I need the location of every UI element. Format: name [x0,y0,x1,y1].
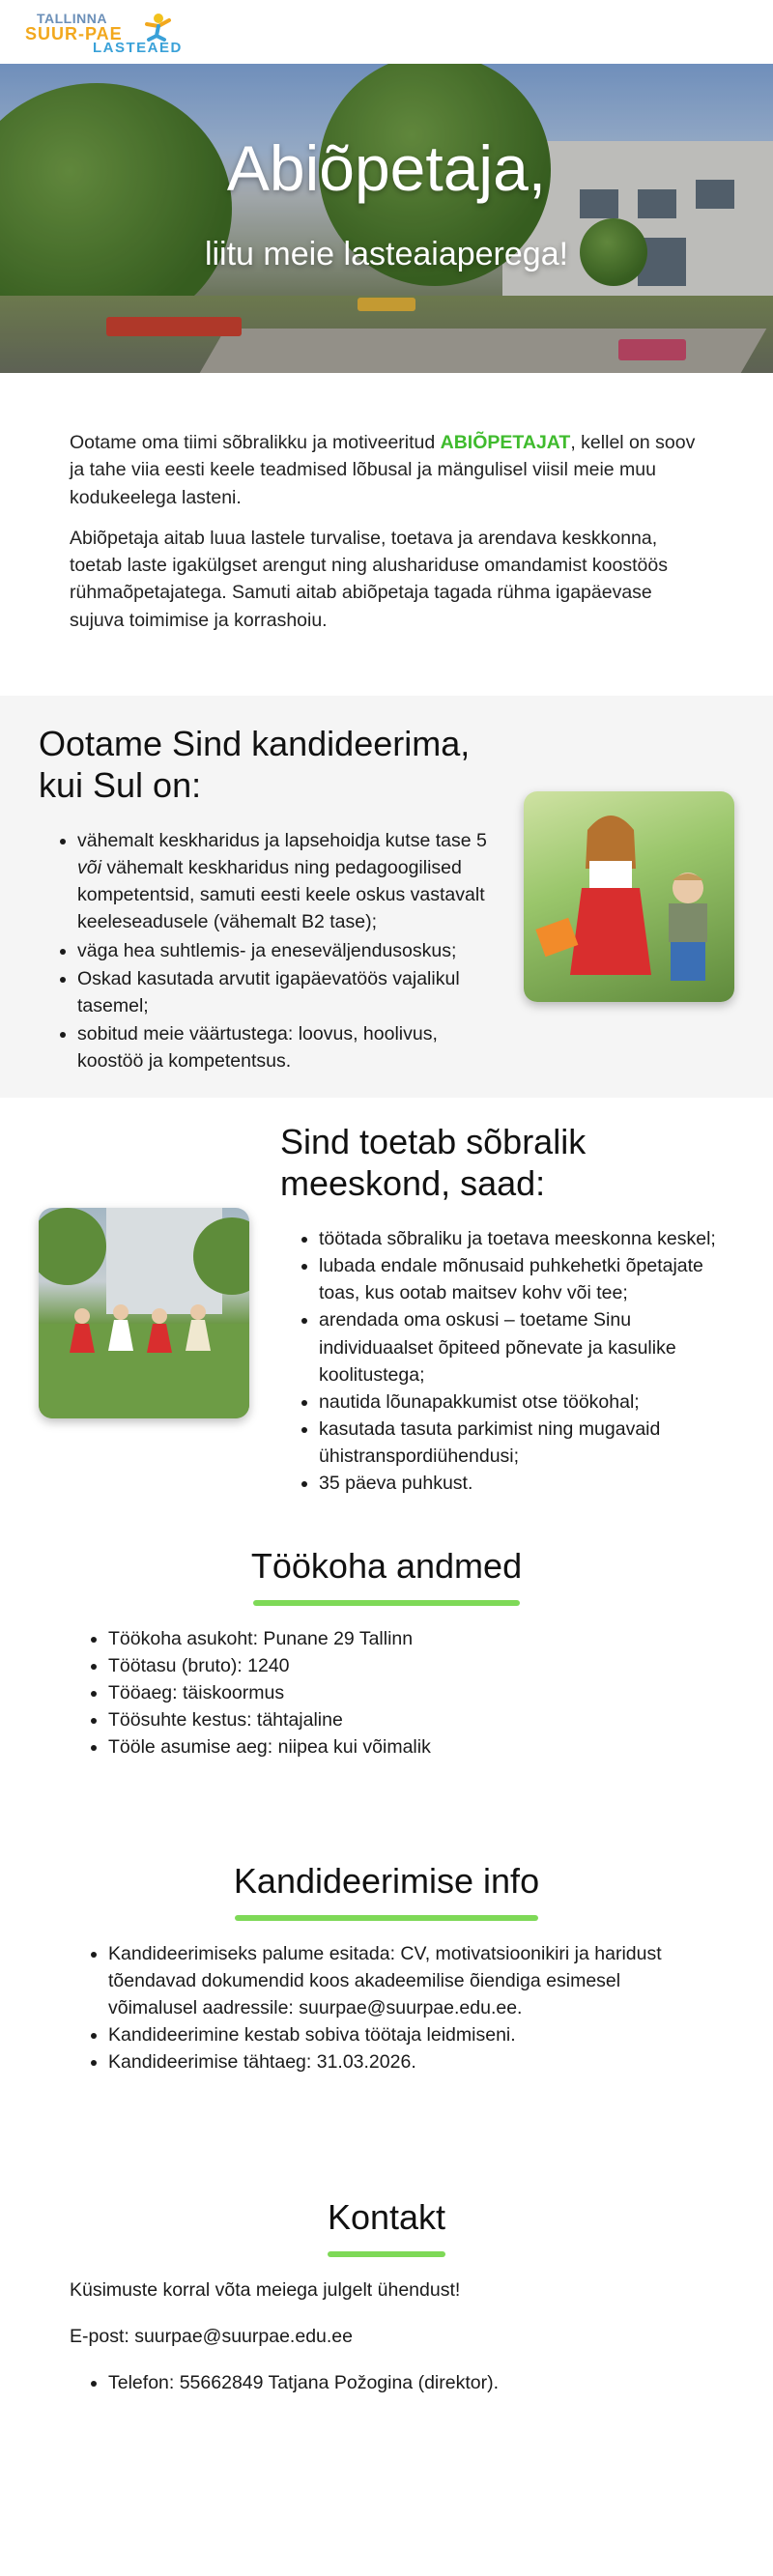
list-item [77,827,502,935]
list-item: • Kandideerimise tähtaeg: 31.03.2026. [108,2048,703,2075]
logo-line-suur-pae: SUUR-PAE [25,24,123,43]
list-item: • Kandideerimine kestab sobiva töötaja leidmiseni. [108,2021,703,2048]
title-underline [253,1600,520,1606]
list-item: • Kandideerimiseks palume esitada: CV, motivatsioonikiri ja haridust tõendavad dokumendid koos akadeemilise õiendiga esimesel võimalusel aadressile: suurpae@suurpae.edu.ee. [108,1940,703,2021]
jumping-child-icon [139,13,172,42]
list-item: • 35 päeva puhkust. [319,1470,734,1497]
title-underline [235,1915,538,1921]
requirements-section [0,696,773,1098]
team-title: Sind toetab sõbralik meeskond, saad: [280,1121,587,1204]
list-item: • Oskad kasutada arvutit igapäevatöös vajalikul tasemel; [77,965,502,1019]
requirements-title: Ootame Sind kandideerima, kui Sul on: [39,723,471,806]
team-benefits-list [280,1225,734,1497]
teacher-child-illustration [524,791,734,1002]
team-benefits-section [0,1098,773,1538]
list-item: • arendada oma oskusi – toetame Sinu individuaalset õpiteed põnevate ja kasulike koolitustega; [319,1306,734,1388]
list-item: • nautida lõunapakkumist otse töökohal; [319,1388,734,1416]
list-item: • väga hea suhtlemis- ja eneseväljendusoskus; [77,937,502,964]
requirements-list [39,827,502,1074]
contact-phone[interactable]: • Telefon: 55662849 Tatjana Požogina (direktor). [108,2369,703,2396]
intro-text: , kellel on soov ja tahe viia eesti keele teadmised lõbusal ja mängulisel viisil meie muu kodukeelega lasteni. [70,432,696,508]
list-item: • Töötasu (bruto): 1240 [108,1652,703,1679]
contact-email[interactable]: E-post: suurpae@suurpae.edu.ee [70,2326,353,2348]
list-text: vähemalt keskharidus ja lapsehoidja kutse tase 5 [77,830,487,852]
list-item: • Töösuhte kestus: tähtajaline [108,1706,703,1733]
job-details-section [0,1538,773,1853]
contact-list [70,2369,703,2396]
list-item: • Tööle asumise aeg: niipea kui võimalik [108,1733,703,1760]
hero-overlay [0,64,773,373]
hero-title: Abiõpetaja, [226,132,547,204]
job-details-list [70,1625,703,1760]
intro-paragraph-1 [70,429,703,511]
list-item: • kasutada tasuta parkimist ning mugavaid ühistranspordiühendusi; [319,1416,734,1470]
list-item: • sobitud meie väärtustega: loovus, hoolivus, koostöö ja kompetentsus. [77,1020,502,1074]
list-item: • Töökoha asukoht: Punane 29 Tallinn [108,1625,703,1652]
hero-banner [0,64,773,373]
top-bar [0,0,773,64]
intro-section [0,373,773,696]
site-logo[interactable] [25,7,199,57]
teacher-child-photo [524,791,734,1002]
job-details-title: Töökoha andmed [250,1545,523,1586]
children-dancing-illustration [39,1208,249,1418]
contact-intro: Küsimuste korral võta meiega julgelt ühendust! [70,2278,461,2301]
contact-title: Kontakt [327,2196,446,2237]
list-text: vähemalt keskharidus ning pedagoogilised kompetentsid, samuti eesti keele oskus vastavalt keeleseadusele (vähemalt B2 tase); [77,857,485,933]
application-info-section [0,1853,773,2190]
application-info-list [70,1940,703,2075]
application-info-title: Kandideerimise info [233,1860,540,1901]
list-item: • töötada sõbraliku ja toetava meeskonna keskel; [319,1225,734,1252]
contact-section [0,2190,773,2576]
intro-text: Ootame oma tiimi sõbralikku ja motiveeritud [70,432,441,453]
children-dancing-photo [39,1208,249,1418]
list-item: • Tööaeg: täiskoormus [108,1679,703,1706]
intro-paragraph-2: Abiõpetaja aitab luua lastele turvalise, toetava ja arendava keskkonna, toetab laste igakülgset arengut ning alushariduse omandamist koostöös rühmaõpetajatega. Samuti aitab abiõpetaja tagada rühma igapäevase sujuva toimimise ja korrashoiu. [70,527,668,631]
logo-line-lasteaed: LASTEAED [93,40,183,56]
title-underline [328,2251,445,2257]
logo-line-tallinna: TALLINNA [37,11,107,26]
emphasis-text: või [77,857,101,879]
list-item: • lubada endale mõnusaid puhkehetki õpetajate toas, kus ootab maitsev kohv või tee; [319,1252,734,1306]
hero-subtitle: liitu meie lasteaiaperega! [204,236,569,272]
position-highlight: ABIÕPETAJAT [440,432,571,453]
